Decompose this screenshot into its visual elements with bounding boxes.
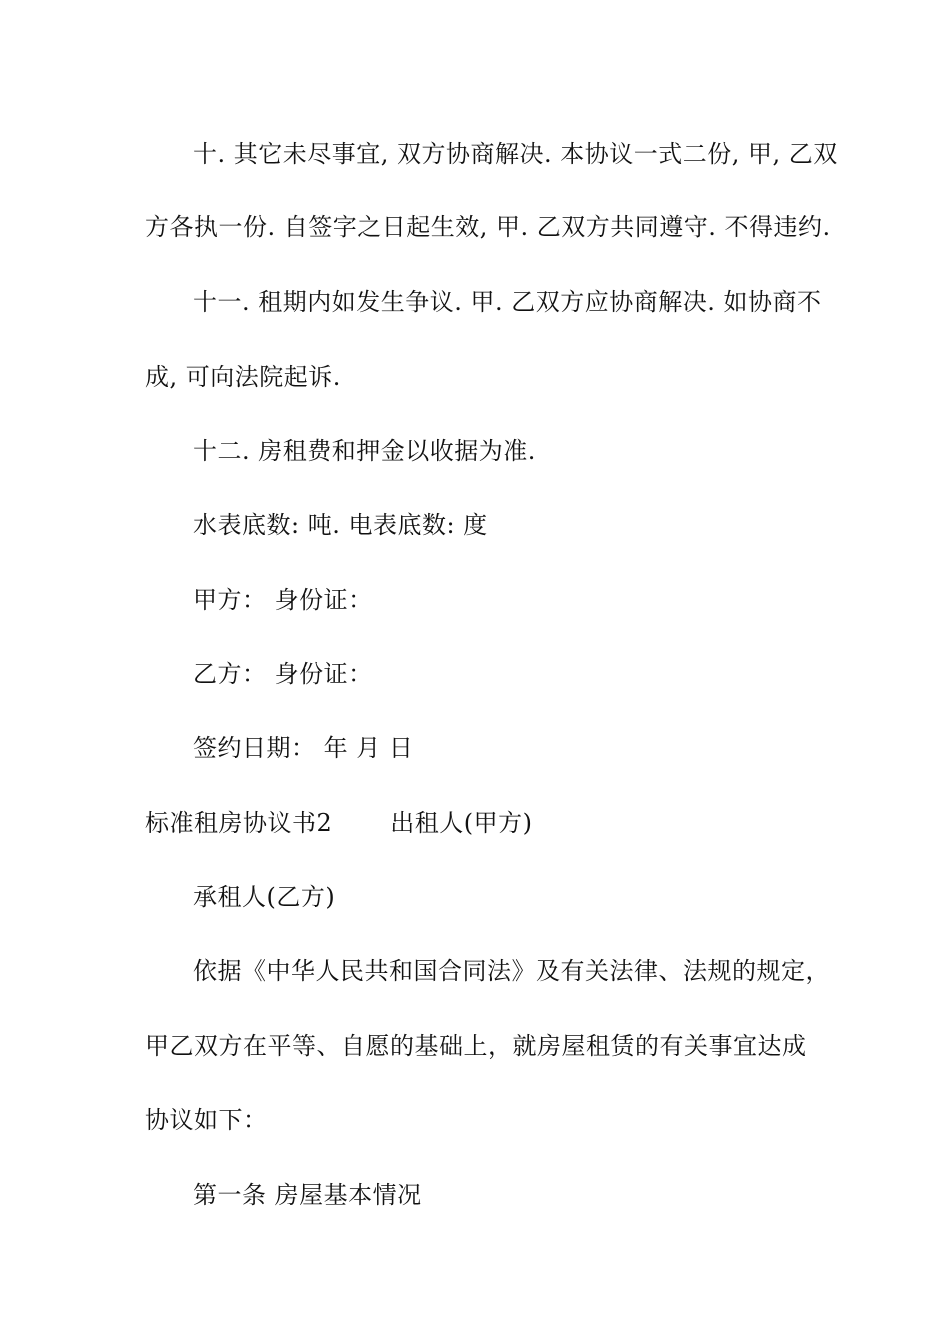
meter-readings: 水表底数: 吨. 电表底数: 度 bbox=[193, 511, 488, 539]
agreement-title: 标准租房协议书2 bbox=[145, 809, 333, 837]
article-1-heading: 第一条 房屋基本情况 bbox=[193, 1181, 422, 1209]
clause-10-line-1: 十. 其它未尽事宜, 双方协商解决. 本协议一式二份, 甲, 乙双 bbox=[193, 140, 838, 168]
clause-10-line-2: 方各执一份. 自签字之日起生效, 甲. 乙双方共同遵守. 不得违约. bbox=[145, 213, 831, 241]
party-b-signature-line: 乙方： 身份证： bbox=[193, 660, 373, 688]
lessee-label: 承租人(乙方) bbox=[193, 883, 336, 911]
clause-11-line-2: 成, 可向法院起诉. bbox=[145, 363, 341, 391]
clause-12: 十二. 房租费和押金以收据为准. bbox=[193, 437, 536, 465]
lessor-label: 出租人(甲方) bbox=[390, 809, 533, 837]
signing-date-line: 签约日期： 年 月 日 bbox=[193, 734, 414, 762]
legal-basis-line-3: 协议如下： bbox=[145, 1106, 268, 1134]
clause-11-line-1: 十一. 租期内如发生争议. 甲. 乙双方应协商解决. 如协商不 bbox=[193, 288, 822, 316]
legal-basis-line-1: 依据《中华人民共和国合同法》及有关法律、法规的规定， bbox=[193, 957, 830, 985]
party-a-signature-line: 甲方： 身份证： bbox=[193, 586, 373, 614]
agreement-title-line bbox=[145, 808, 815, 838]
legal-basis-line-2: 甲乙双方在平等、自愿的基础上，就房屋租赁的有关事宜达成 bbox=[145, 1032, 807, 1060]
